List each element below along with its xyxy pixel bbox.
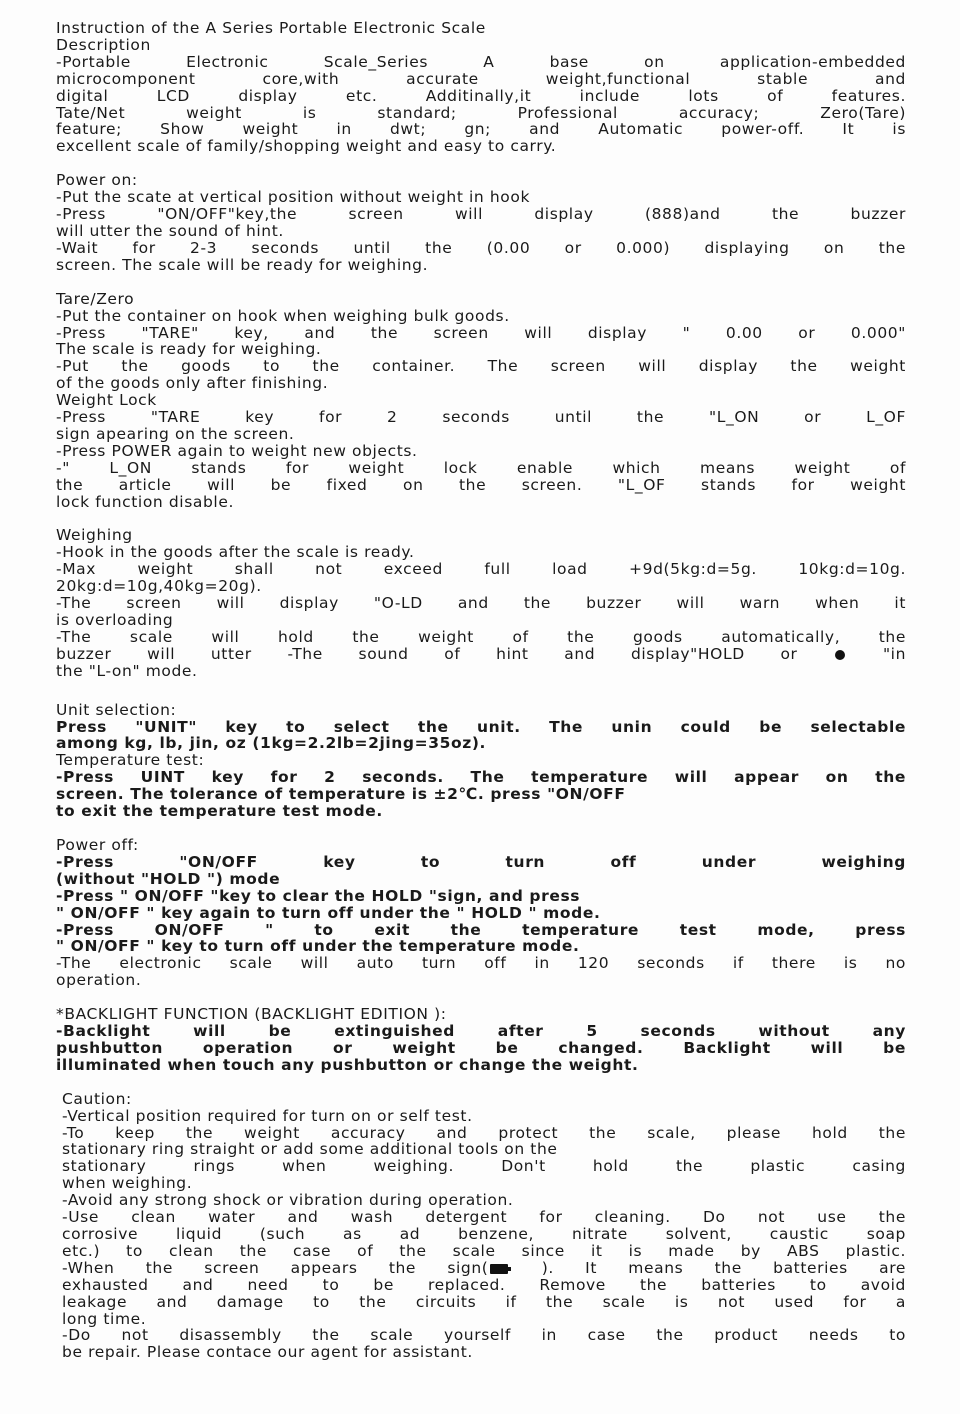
paragraph-line: -Vertical position required for turn on or self test. — [62, 1106, 473, 1125]
battery-icon — [490, 1264, 508, 1274]
paragraph-line: -Use clean water and wash detergent for cleaning. Do not use the — [62, 1208, 906, 1227]
paragraph-line: -Backlight will be extinguished after 5 seconds without any — [56, 1022, 906, 1041]
weight-lock-heading: Weight Lock — [56, 391, 157, 410]
paragraph-line: among kg, lb, jin, oz (1kg=2.2lb=2jing=35oz). — [56, 734, 487, 753]
paragraph-line: -Wait for 2-3 seconds until the (0.00 or 0.000) displaying on the — [56, 238, 906, 257]
paragraph-line: the article will be fixed on the screen. "L_OF stands for weight — [56, 475, 906, 494]
paragraph-line: screen. The tolerance of temperature is ±2℃. press "ON/OFF — [56, 785, 626, 804]
backlight-heading: *BACKLIGHT FUNCTION (BACKLIGHT EDITION ): — [56, 1005, 447, 1024]
paragraph-line: (without "HOLD ") mode — [56, 869, 281, 888]
caution-heading: Caution: — [62, 1089, 132, 1108]
paragraph-line: -The electronic scale will auto turn off in 120 seconds if there is no — [56, 954, 906, 973]
battery-line-tail: ). It means the batteries are — [541, 1258, 906, 1277]
battery-line-text: -When the screen appears the sign( — [62, 1258, 489, 1277]
paragraph-line-with-lock-icon — [56, 646, 906, 663]
paragraph-line: leakage and damage to the circuits if the scale is not used for a — [62, 1292, 906, 1311]
paragraph-line-with-battery-icon — [62, 1260, 906, 1277]
caution-section — [62, 1091, 906, 1362]
paragraph-line: -" L_ON stands for weight lock enable which means weight of — [56, 458, 906, 477]
paragraph-line: -Press "ON/OFF key to turn off under weighing — [56, 852, 906, 871]
paragraph-line: is overloading — [56, 611, 174, 629]
document-title: Instruction of the A Series Portable Electronic Scale — [56, 19, 486, 37]
paragraph-line: " ON/OFF " key again to turn off under the " HOLD " mode. — [56, 903, 601, 922]
paragraph-line: excellent scale of family/shopping weight and easy to carry. — [56, 137, 557, 156]
paragraph-line: -Put the container on hook when weighing bulk goods. — [56, 306, 510, 325]
paragraph-line: -Press "TARE" key, and the screen will display " 0.00 or 0.000" — [56, 323, 906, 342]
paragraph-line: -Press "ON/OFF"key,the screen will display (888)and the buzzer — [56, 205, 906, 224]
paragraph-line: microcomponent core,with accurate weight,functional stable and — [56, 69, 906, 88]
paragraph-line: -Hook in the goods after the scale is ready. — [56, 543, 415, 562]
paragraph-line: corrosive liquid (such as ad benzene, nitrate solvent, caustic soap — [62, 1225, 906, 1243]
unit-selection-section — [56, 702, 906, 820]
paragraph-line: operation. — [56, 971, 142, 990]
paragraph-line: exhausted and need to be replaced. Remove the batteries to avoid — [62, 1275, 906, 1294]
paragraph-line: stationary rings when weighing. Don't hold the plastic casing — [62, 1157, 906, 1176]
paragraph-line: 20kg:d=10g,40kg=20g). — [56, 577, 262, 596]
paragraph-line: The scale is ready for weighing. — [56, 340, 322, 359]
paragraph-line: -Press POWER again to weight new objects. — [56, 441, 418, 460]
paragraph-line: lock function disable. — [56, 492, 234, 511]
paragraph-line: -Portable Electronic Scale_Series A base on application-embedded — [56, 52, 906, 71]
power-off-section — [56, 837, 906, 989]
paragraph-line: sign apearing on the screen. — [56, 424, 295, 443]
paragraph-line: will utter the sound of hint. — [56, 221, 284, 240]
paragraph-line: Tate/Net weight is standard; Professional accuracy; Zero(Tare) — [56, 103, 906, 122]
lock-icon — [835, 650, 845, 660]
paragraph-line: -Press UINT key for 2 seconds. The temperature will appear on the — [56, 768, 906, 787]
hold-line-text: buzzer will utter -The sound of hint and display"HOLD or — [56, 644, 798, 663]
paragraph-line: -Put the scate at vertical position without weight in hook — [56, 188, 531, 207]
power-on-heading: Power on: — [56, 171, 138, 190]
paragraph-line: -Press " ON/OFF "key to clear the HOLD "sign, and press — [56, 886, 581, 905]
paragraph-line: be repair. Please contace our agent for assistant. — [62, 1343, 473, 1362]
paragraph-line: -Press "TARE key for 2 seconds until the "L_ON or L_OF — [56, 408, 906, 427]
power-off-heading: Power off: — [56, 835, 139, 854]
weighing-heading: Weighing — [56, 526, 133, 545]
paragraph-line: -Avoid any strong shock or vibration during operation. — [62, 1191, 514, 1210]
paragraph-line: long time. — [62, 1309, 147, 1328]
tare-zero-heading: Tare/Zero — [56, 289, 135, 308]
backlight-section — [56, 1006, 906, 1074]
paragraph-line: etc.) to clean the case of the scale since it is made by ABS plastic. — [62, 1241, 906, 1260]
paragraph-line: to exit the temperature test mode. — [56, 802, 383, 821]
paragraph-line: -Max weight shall not exceed full load +9d(5kg:d=5g. 10kg:d=10g. — [56, 560, 906, 579]
paragraph-line: digital LCD display etc. Additinally,it include lots of features. — [56, 86, 906, 105]
paragraph-line: -Put the goods to the container. The screen will display the weight — [56, 357, 906, 376]
power-on-section — [56, 172, 906, 273]
paragraph-line: of the goods only after finishing. — [56, 374, 329, 393]
title-section — [56, 20, 906, 155]
paragraph-line: Press "UNIT" key to select the unit. The unin could be selectable — [56, 717, 906, 736]
paragraph-line: -Do not disassembly the scale yourself in case the product needs to — [62, 1326, 906, 1345]
paragraph-line: -Press ON/OFF " to exit the temperature test mode, press — [56, 920, 906, 939]
paragraph-line: pushbutton operation or weight be changed. Backlight will be — [56, 1038, 906, 1057]
temperature-test-heading: Temperature test: — [56, 751, 205, 770]
paragraph-line: illuminated when touch any pushbutton or change the weight. — [56, 1055, 639, 1074]
description-heading: Description — [56, 35, 151, 54]
paragraph-line: " ON/OFF " key to turn off under the temperature mode. — [56, 937, 580, 956]
paragraph-line: -The screen will display "O-LD and the buzzer will warn when it — [56, 594, 906, 613]
paragraph-line: screen. The scale will be ready for weighing. — [56, 255, 429, 274]
weighing-section — [56, 527, 906, 679]
tare-zero-section — [56, 291, 906, 511]
hold-line-tail: "in — [882, 644, 907, 663]
paragraph-line: stationary ring straight or add some additional tools on the — [62, 1140, 558, 1159]
paragraph-line: -The scale will hold the weight of the goods automatically, the — [56, 627, 906, 646]
paragraph-line: when weighing. — [62, 1174, 193, 1193]
paragraph-line: -To keep the weight accuracy and protect the scale, please hold the — [62, 1123, 906, 1142]
paragraph-line: feature; Show weight in dwt; gn; and Automatic power-off. It is — [56, 120, 906, 139]
paragraph-line: the "L-on" mode. — [56, 661, 198, 680]
unit-selection-heading: Unit selection: — [56, 700, 177, 719]
instruction-document — [56, 20, 906, 1361]
